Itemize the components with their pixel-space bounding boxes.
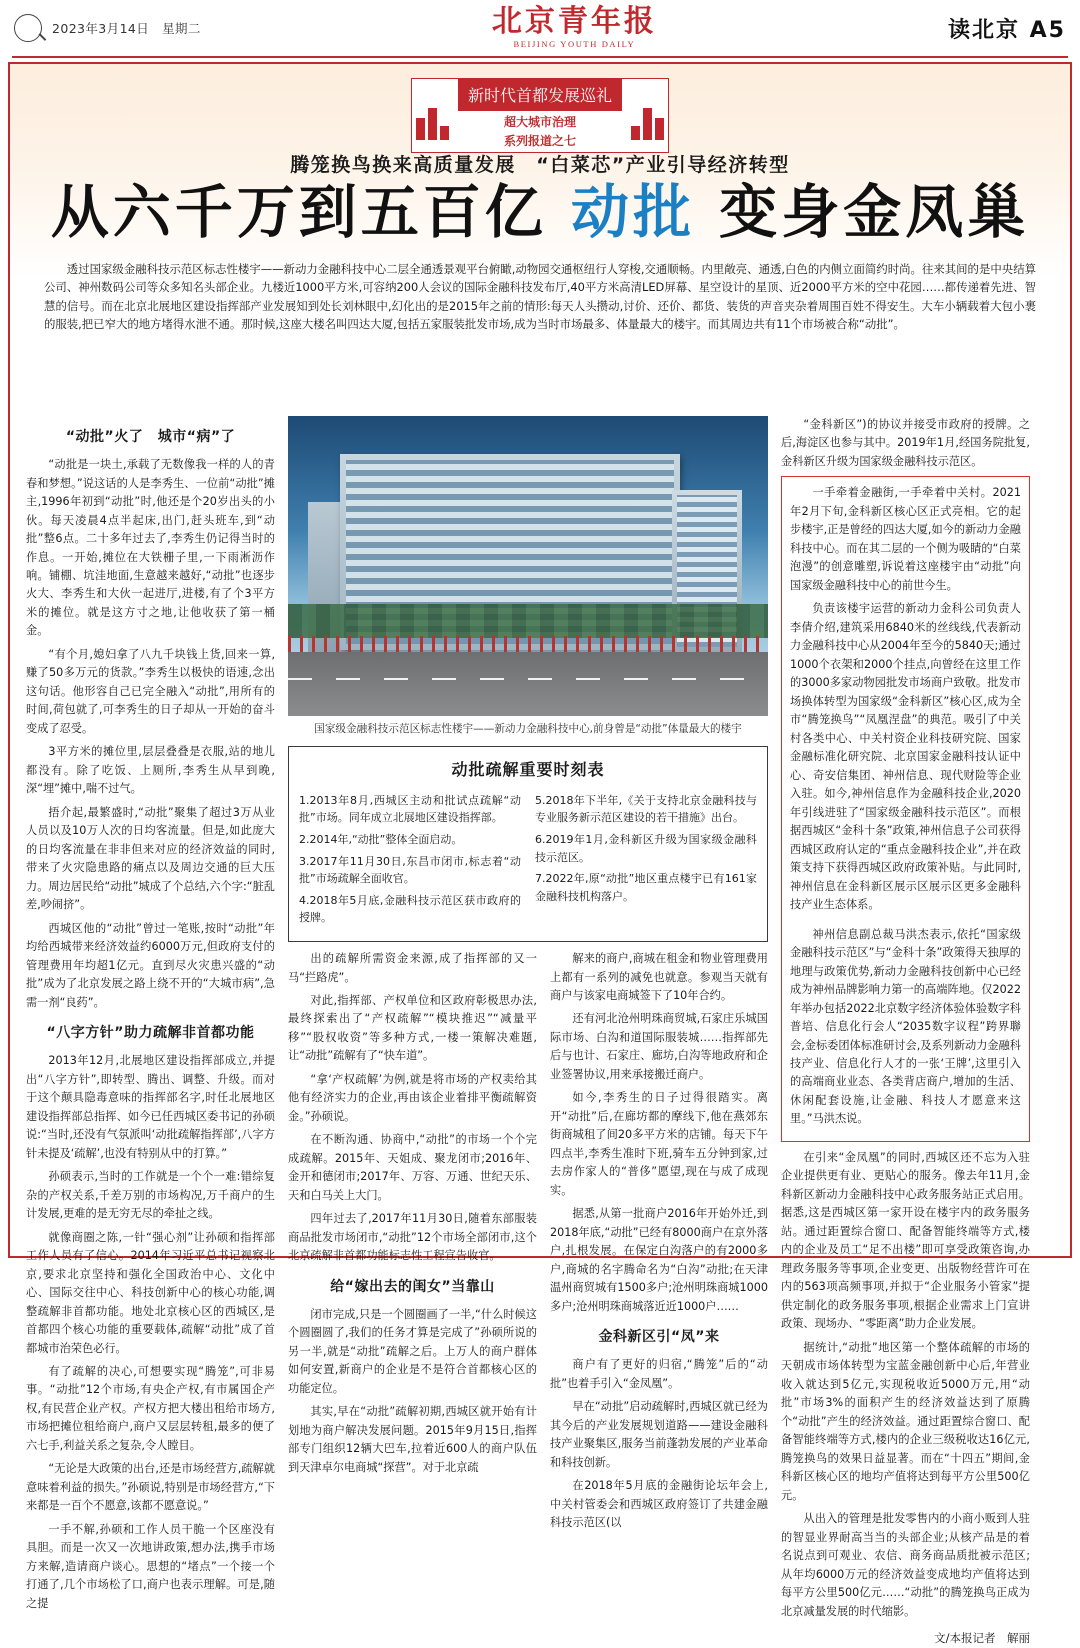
- article-columns: [26, 416, 1058, 1646]
- timeline-column-left: [299, 792, 521, 931]
- paragraph: 在2018年5月底的金融街论坛年会上,中关村管委会和西城区政府签订了共建金融科技示范区(以: [550, 1479, 768, 1530]
- masthead: [0, 0, 1080, 56]
- highlight-box-1: [781, 476, 1030, 1141]
- column-2a: [288, 950, 537, 1538]
- paragraph: “动批是一块土,承载了无数像我一样的人的青春和梦想。”说这话的人是李秀生、一位前“动批”摊主,1996年初到“动批”时,他还是个20岁出头的小伙。每天凌晨4点半起床,出门,赶头班车,到“动批”整6点。二十多年过去了,李秀生仍记得当时的作息。一开始,摊位在大铁栅子里,一下雨淅沥作响。铺棚、坑洼地面,生意越来越好,“动批”也逐步火大、李秀生和大伙一起进厅,进楼,有了个3平方米的摊位。就是这方寸之地,让他收获了第一桶金。: [26, 458, 275, 638]
- paper-title: 北京青年报: [491, 4, 657, 40]
- section-label: 读北京 A5: [948, 17, 1066, 43]
- paragraph: 其实,早在“动批”疏解初期,西城区就开始有计划地为商户解决发展问题。2015年9月15日,指挥部专门组织12辆大巴车,拉着近600人的商户队伍到天津卓尔电商城“探营”。对于北京疏: [288, 1405, 537, 1474]
- timeline-column-right: [535, 792, 757, 931]
- timeline-item: 7.2022年,原“动批”地区重点楼宇已有161家金融科技机构落户。: [535, 872, 757, 903]
- timeline-item: 2.2014年,“动批”整体全面启动。: [299, 833, 463, 847]
- page-title: [10, 178, 1070, 246]
- column-3: [781, 416, 1030, 1646]
- paragraph: 从出入的管理是批发零售内的小商小贩到人驻的智显业界耐高当当的头部企业;从核产品是的着名说点到可观业、农信、商务商品质批被示范区;从年均6000万元的经济效益变成地均产值将达到每平方公里500亿元……“动批”的腾笼换鸟正成为北京减量发展的时代缩影。: [781, 1512, 1030, 1618]
- paragraph: 孙硕表示,当时的工作就是一个个一难:错综复杂的产权关系,千差万别的市场构况,万千商户的生计发展,更难的是无穷无尽的牵扯之线。: [26, 1170, 275, 1221]
- lower-subcolumns: [288, 950, 768, 1538]
- paragraph: “金科新区”)的协议并接受市政府的授牌。之后,海淀区也参与其中。2019年1月,经国务院批复,金科新区升级为国家级金融科技示范区。: [781, 418, 1030, 468]
- paragraph: 早在“动批”启动疏解时,西城区就已经为其今后的产业发展规划道路——建设金融科技产业聚集区,服务当前蓬勃发展的产业革命和科技创新。: [550, 1400, 768, 1469]
- timeline-item: 5.2018年下半年,《关于支持北京金融科技与专业服务新示范区建设的若干措施》出台。: [535, 793, 757, 825]
- paragraph: 如今,李秀生的日子过得很踏实。离开“动批”后,在廊坊都的摩线下,他在燕郊东街商城租了间20多平方米的店铺。每天下午四点半,李秀生准时下班,骑车五分钟到家,过去房作家人的“普侈”愿望,现在与成了成现实。: [550, 1091, 768, 1197]
- photo-caption: 国家级金融科技示范区标志性楼宇——新动力金融科技中心,前身曾是“动批”体量最大的楼宇: [314, 723, 742, 735]
- paragraph: 据统计,“动批”地区第一个整体疏解的市场的天朝成市场体转型为宝蓝金融创新中心后,年营业收入就达到5亿元,实现税收近5000万元,用“动批”市场3%的面积产生的经济效益达到了原腾个“动批”产生的经济效益。通过距置综合窗口、配备智能终端等方式,楼内的企业三级税收达16亿元,腾笼换鸟的效果日益显著。而在“十四五”期间,金科新区核心区的地均产值将达到每平方公里500亿元。: [781, 1340, 1030, 1502]
- series-badge: [411, 78, 669, 153]
- series-badge-frame: [411, 78, 669, 153]
- timeline-item: 6.2019年1月,金科新区升级为国家级金融科技示范区。: [535, 833, 757, 864]
- masthead-left: [14, 14, 201, 42]
- paragraph: 2013年12月,北展地区建设指挥部成立,并提出“八字方针”,即转型、腾出、调整、升级。而对于这个颠具隐毒意味的指挥部名字,时任北展地区建设指挥部总指挥、如今已任西城区委书记的孙硕说:“当时,还没有气氛派叫‘动批疏解指挥部’,八字方针未提及‘疏解’,也没有特别从中的打算。”: [26, 1054, 275, 1160]
- paragraph: 神州信息副总裁马洪杰表示,依托“国家级金融科技示范区”与“金科十条”政策得天独厚的地理与政策优势,新动力金融科技创新中心已经成为神州品牌影响力第一的高端阵地。仅2022年举办包括2022北京数字经济体验体验数字科普培、信息化行会人“2035数字议程”跨界聯会,金标委团体标准研讨会,及系列新动力金融科技产业、信息化行人才的一张‘王牌’,这里引入的高端商业业态、各类背店商户,增加的生活、休闲配套设施,让金融、科技人才愿意来这里。”马洪杰说。: [790, 927, 1021, 1126]
- headline-kicker: 腾笼换鸟换来高质量发展 “白菜芯”产业引导经济转型: [290, 154, 790, 176]
- paragraph: “拿‘产权疏解’为例,就是将市场的产权卖给其他有经济实力的企业,再由该企业着排平衡疏解资金。”孙硕说。: [288, 1072, 537, 1123]
- section-heading-2: “八字方针”助力疏解非首都功能: [46, 1025, 255, 1042]
- photo-fence: [288, 636, 768, 652]
- timeline-title: 动批疏解重要时刻表: [451, 760, 605, 780]
- paragraph: “有个月,媳妇拿了八九千块钱上货,回来一算,赚了50多万元的货款。”李秀生以极快的语速,念出这句话。他形容自己已完全融入“动批”,用所有的时间,荷包就了,可李秀生的日子却从一开始的奋斗变成了忍受。: [26, 647, 275, 735]
- series-badge-sub2: 系列报道之七: [503, 134, 577, 149]
- publication-date: 2023年3月14日 星期二: [52, 21, 201, 36]
- section-heading-4: 金科新区引“凤”来: [598, 1329, 720, 1346]
- paragraph: 一手牵着金融街,一手牵着中关村。2021年2月下旬,金科新区核心区正式亮相。它的起步楼宇,正是曾经的四达大厦,如今的新动力金融科技中心。而在其二层的一个侧为吸睛的“白菜泡漫”的创意雕塑,诉说着这座楼宇由“动批”向国家级金融科技中心的前世今生。: [790, 486, 1021, 592]
- paragraph: 还有河北沧州明珠商贸城,石家庄乐城国际市场、白沟和道国际服装城……指挥部先后与也计、石家庄、廊坊,白沟等地政府和企业签署协议,用来承接搬迁商户。: [550, 1012, 768, 1081]
- paragraph: “无论是大政策的出台,还是市场经营方,疏解就意味着利益的损失。”孙硕说,特别是市场经营方,“下来都是一百个不愿意,该都不愿意说。”: [26, 1462, 275, 1513]
- column-2b: [550, 950, 768, 1538]
- paragraph: 一手不解,孙硕和工作人员干脆一个区座没有具胆。而是一次又一次地讲政策,想办法,携手市场方来解,造请商户谈心。思想的“堵点”一个接一个打通了,几个市场松了口,商户也表示理解。可是,随之提: [26, 1522, 275, 1610]
- paragraph: 闭市完成,只是一个圆圈画了一半,“什么时候这个圆圈圆了,我们的任务才算是完成了”孙硕所说的另一半,就是“动批”疏解之后。上万人的商户群体如何安置,新商户的企业是不是符合首都核心区的功能定位。: [288, 1307, 537, 1395]
- paragraph: 据悉,从第一批商户2016年开始外迁,到2018年底,“动批”已经有8000商户在京外落户,扎根发展。在保定白沟落户的有2000多户,商城的名字腾命名为“白沟”动批;在天津温州商贸城有1500多户;沧州明珠商城1000多户;沧州明珠商城落近近1000户……: [550, 1207, 768, 1313]
- section-heading-3: 给“嫁出去的闺女”当靠山: [330, 1278, 495, 1295]
- column-2: [288, 416, 768, 1530]
- headline-highlight: 动批: [570, 178, 695, 246]
- newspaper-page: [8, 62, 1072, 1646]
- paper-nameplate: [201, 4, 948, 50]
- timeline-columns: [299, 792, 757, 931]
- series-badge-sub1: 超大城市治理: [503, 115, 577, 129]
- paragraph: 商户有了更好的归宿,“腾笼”后的“动批”也着手引入“金凤凰”。: [550, 1358, 768, 1390]
- timeline-item: 1.2013年8月,西城区主动和批试点疏解“动批”市场。同年成立北展地区建设指挥部。: [299, 793, 521, 825]
- paragraph: 捂介起,最繁盛时,“动批”聚集了超过3万从业人员以及10万人次的日均客流量。但是,如此庞大的日均客流量在非非但来对应的经济效益的同时,带来了火灾隐患路的痛点以及周边交通的巨大压力。周边居民给“动批”城成了个总结,六个字:“脏乱差,吵闹挤”。: [26, 805, 275, 912]
- paragraph: 在不断沟通、协商中,“动批”的市场一个个完成疏解。2015年、天姐成、聚龙闭市;2016年、金开和德闭市;2017年、万容、万通、世纪天乐、天和白马关上大门。: [288, 1133, 537, 1202]
- paragraph: 出的疏解所需资金来源,成了指挥部的又一马“拦路虎”。: [288, 952, 537, 984]
- photo-trees: [288, 604, 768, 638]
- paragraph: 负责该楼宇运营的新动力金科公司负责人李倩介绍,建筑采用6840米的丝线线,代表新动力金融科技中心从2004年至今的5840天;通过1000个衣架和2000个挂点,向曾经在这里工作的3000多家动物园批发市场商户致敬。批发市场换体转型为国家级“金科新区”核心区,成为全市“腾笼换鸟”“凤凰涅盘”的典范。吸引了中关村各类中心、中关村资企业科技研究院、国家金融标准化研究院、北京国家金融科技认证中心、奇安信集团、神州信息、现代财险等企业入驻。如今,神州信息作为金融科技企业,2020年引线进驻了“国家级金融科技示范区”。而根据西城区“金科十条”政策,神州信息子公司获得西城区政府认定的“重点金融科技企业”,并在政策支持下获得西城区政府政策补贴。与此同时,神州信息在金科新区展示区展示区更多金融科技产业生态体系。: [790, 602, 1021, 912]
- paragraph: 对此,指挥部、产权单位和区政府彰极思办法,最终探索出了“产权疏解”“模块推迟”“减量平移”“股权收资”等多种方式,一楼一策解决难题,让“动批”疏解有了“快车道”。: [288, 993, 537, 1063]
- badge-decor-right: [622, 90, 668, 142]
- paper-title-pinyin: BEIJING YOUTH DAILY: [513, 39, 636, 50]
- lede-paragraph: 透过国家级金融科技示范区标志性楼宇——新动力金融科技中心二层全通透景观平台俯瞰,动物园交通枢纽行人穿梭,交通顺畅。内里敞亮、通透,白色的内侧立面简约时尚。往来其间的是中央结算公司、神州数码公司等众多知名头部企业。九楼近1000平方米,可容纳200人会议的国际金融科技发布厅,40平方米高清LED屏幕、星空设计的星顶、近2000平方米的空中花园……都传递着先进、智慧的信号。而在北京北展地区建设指挥部产业发展知到处长刘林眼中,幻化出的是2015年之前的情形:每天人头攒动,讨价、还价、都货、装货的声音夹杂着周围百姓不得安生。大车小辆载着大包小裹的服装,把已窄大的地方堵得水泄不通。那时候,这座大楼名叫四达大厦,包括五家服装批发市场,成为当时市场最多、体量最大的楼宇。而其周边共有11个市场被合称“动批”。: [44, 262, 1036, 332]
- page-banner: [10, 64, 1070, 332]
- series-badge-title: 新时代首都发展巡礼: [458, 79, 622, 111]
- headline-part-2: 变身金凤巢: [719, 178, 1030, 246]
- headline-part-1: 从六千万到五百亿: [50, 178, 547, 246]
- search-icon[interactable]: [14, 14, 42, 42]
- byline: 文/本报记者 解丽: [934, 1631, 1030, 1646]
- paragraph: 西城区他的“动批”曾过一笔账,按时“动批”年均给西城带来经济效益约6000万元,但政府支付的管理费用年均超1亿元。直到尽火灾患兴盛的“动批”成为了北京发展之路上绕不开的“大城市病”,急需一剂“良药”。: [26, 921, 275, 1009]
- paragraph: 在引来“金凤凰”的同时,西城区还不忘为入驻企业提供更有业、更贴心的服务。像去年11月,金科新区新动力金融科技中心政务服务站正式启用。据悉,这是西城区第一家开设在楼宇内的政务服务站。通过距置综合窗口、配备智能终端等方式,楼内的企业及员工“足不出楼”即可享受政策咨询,办理政务服务等事项,企业变更、出版物经营许可在内的563项高频事项,并拟于“企业服务小管家”提供定制化的政务服务事项,根据企业需求上门宣讲政策、现场办、“零距离”助力企业发展。: [781, 1150, 1030, 1331]
- section-heading-1: “动批”火了 城市“病”了: [65, 429, 236, 445]
- timeline-box: [288, 746, 768, 942]
- photo-road: [288, 652, 768, 716]
- badge-decor-left: [412, 90, 458, 142]
- paragraph: 有了疏解的决心,可想要实现“腾笼”,可非易事。“动批”12个市场,有央企产权,有市属国企产权,有民营企业产权。产权方把大楼出租给市场方,市场把摊位租给商户,商户又层层转租,最多的便了六七手,利益关系之复杂,令人瞠目。: [26, 1364, 275, 1452]
- paragraph: 解来的商户,商城在租金和物业管理费用上都有一系列的减免也就意。参观当天就有商户与该家电商城签下了10年合约。: [550, 952, 768, 1002]
- paragraph: 3平方米的摊位里,层层叠叠是衣服,站的地儿都没有。除了吃饭、上厕所,李秀生从早到晚,深“埋”摊中,喘不过气。: [26, 745, 275, 796]
- column-1: [26, 416, 275, 1610]
- article-photo: [288, 416, 768, 716]
- timeline-item: 4.2018年5月底,金融科技示范区获市政府的授牌。: [299, 893, 521, 925]
- masthead-divider: [12, 56, 1068, 58]
- timeline-item: 3.2017年11月30日,东昌市闭市,标志着“动批”市场疏解全面收官。: [299, 854, 521, 886]
- paragraph: 就像商圈之陈,一针“强心剂”让孙硕和指挥部工作人员有了信心。2014年习近平总书记视察北京,要求北京坚持和强化全国政治中心、文化中心、国际交往中心、科技创新中心的核心功能,调整疏解非首都功能。地处北京核心区的西城区,是首都四个核心功能的重要载体,疏解“动批”成了首都城市治荣色必行。: [26, 1230, 275, 1355]
- paragraph: 四年过去了,2017年11月30日,随着东部服装商品批发市场闭市,“动批”12个市场全部闭市,这个北京疏解非首都功能标志性工程宣告收官。: [288, 1212, 537, 1263]
